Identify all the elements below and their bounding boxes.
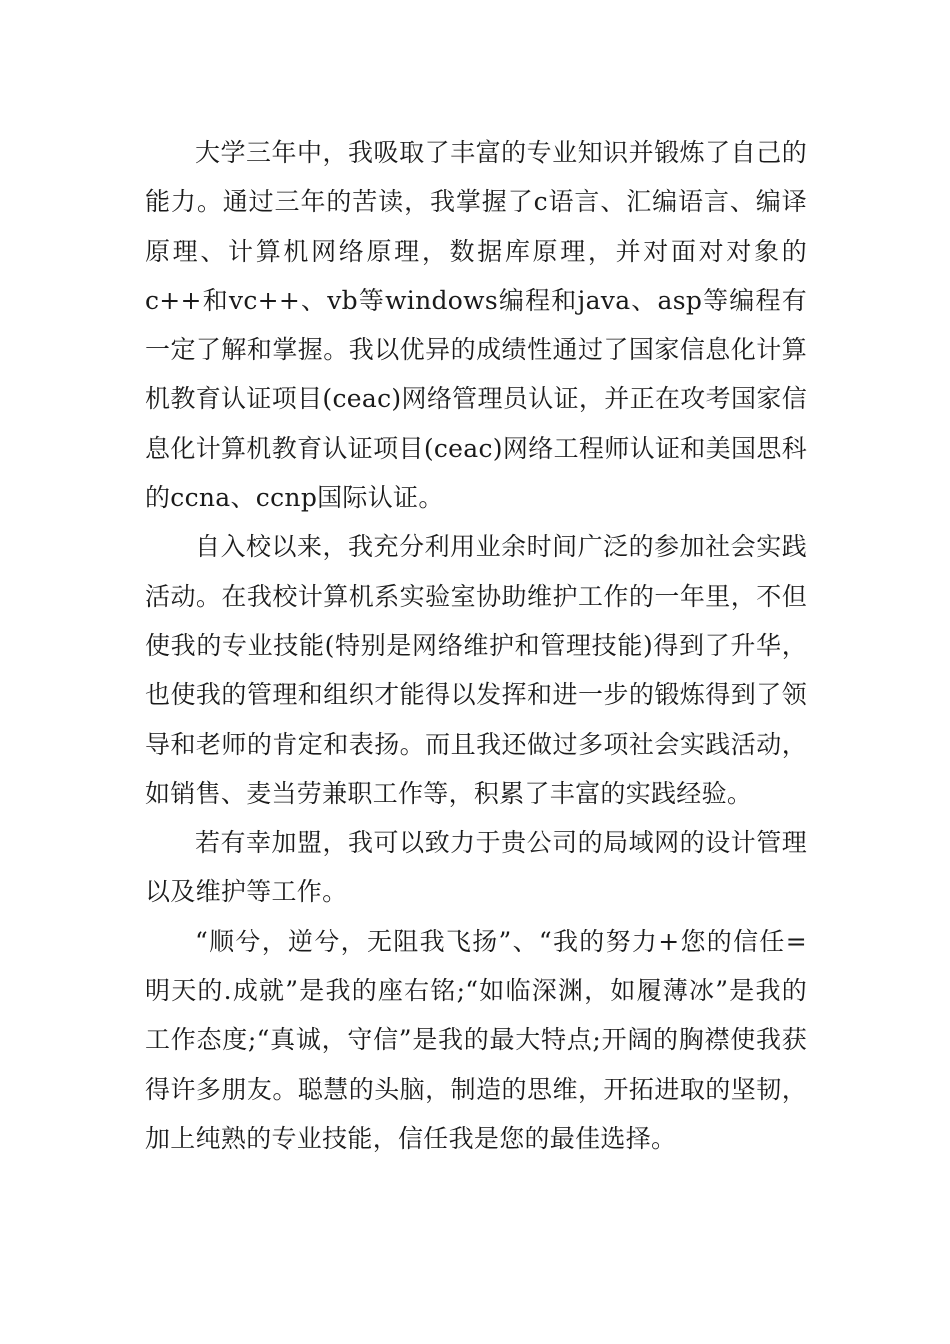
document-body — [145, 128, 807, 1163]
paragraph-education: 大学三年中，我吸取了丰富的专业知识并锻炼了自己的能力。通过三年的苦读，我掌握了c语言、汇编语言、编译原理、计算机网络原理，数据库原理，并对面对对象的c++和vc++、vb等windows编程和java、asp等编程有一定了解和掌握。我以优异的成绩性通过了国家信息化计算机教育认证项目(ceac)网络管理员认证，并正在攻考国家信息化计算机教育认证项目(ceac)网络工程师认证和美国思科的ccna、ccnp国际认证。 — [145, 138, 807, 513]
paragraph-motto: “顺兮，逆兮，无阻我飞扬”、“我的努力+您的信任=明天的.成就”是我的座右铭;“如临深渊，如履薄冰”是我的工作态度;“真诚，守信”是我的最大特点;开阔的胸襟使我获得许多朋友。聪慧的头脑，制造的思维，开拓进取的坚韧，加上纯熟的专业技能，信任我是您的最佳选择。 — [145, 926, 807, 1153]
paragraph-goal: 若有幸加盟，我可以致力于贵公司的局域网的设计管理以及维护等工作。 — [145, 828, 807, 907]
paragraph-practice: 自入校以来，我充分利用业余时间广泛的参加社会实践活动。在我校计算机系实验室协助维护工作的一年里，不但使我的专业技能(特别是网络维护和管理技能)得到了升华，也使我的管理和组织才能得以发挥和进一步的锻炼得到了领导和老师的肯定和表扬。而且我还做过多项社会实践活动，如销售、麦当劳兼职工作等，积累了丰富的实践经验。 — [145, 532, 807, 808]
